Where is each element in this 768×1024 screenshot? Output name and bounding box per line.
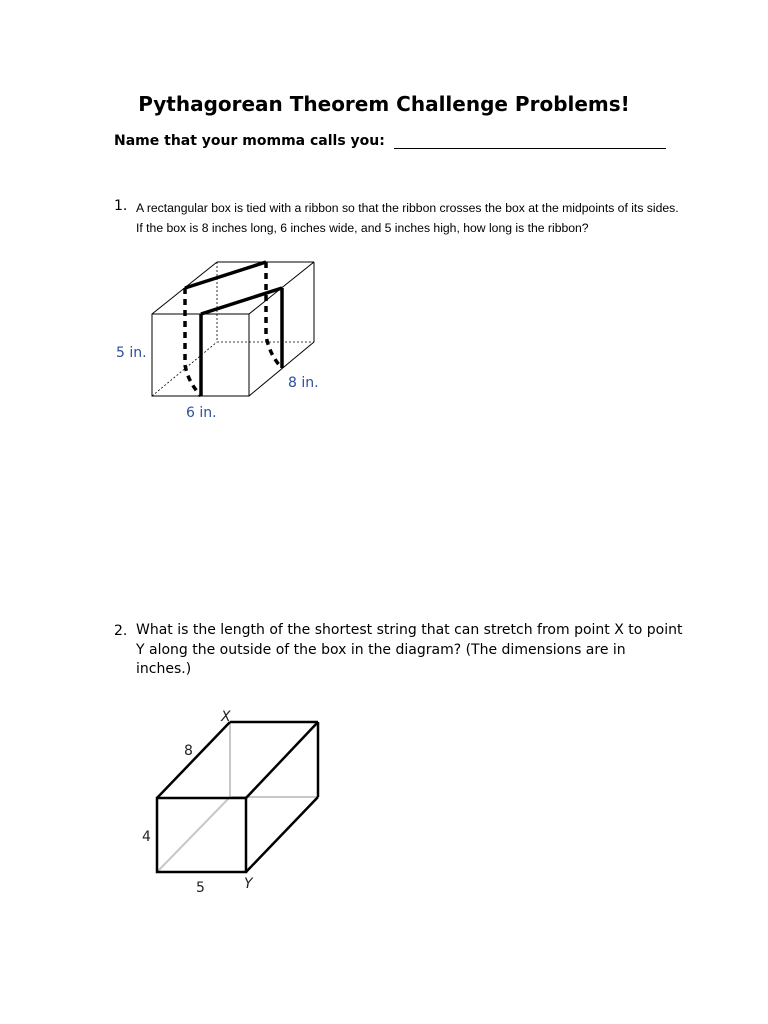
- name-prompt: Name that your momma calls you:: [114, 133, 385, 149]
- ribbon-box-length-label: 8 in.: [288, 375, 319, 391]
- point-y-label: Y: [244, 876, 253, 892]
- problem-1-number: 1.: [114, 198, 128, 214]
- string-box-width-label: 5: [196, 880, 205, 896]
- string-box-depth-label: 8: [184, 743, 193, 759]
- problem-1-text: A rectangular box is tied with a ribbon so that the ribbon crosses the box at the midpoints of its sides. If the box is 8 inches long, 6 inches wide, and 5 inches high, how long is the ribbon?: [136, 201, 679, 235]
- point-x-label: X: [221, 709, 231, 725]
- problem-2-number: 2.: [114, 623, 128, 639]
- ribbon-box-height-label: 5 in.: [116, 345, 147, 361]
- ribbon-box-width-label: 6 in.: [186, 405, 217, 421]
- problem-2-text: What is the length of the shortest string that can stretch from point X to point Y along the outside of the box in the diagram? (The dimensions are in inches.): [136, 622, 683, 677]
- worksheet-title: Pythagorean Theorem Challenge Problems!: [138, 92, 630, 116]
- string-box-height-label: 4: [142, 829, 151, 845]
